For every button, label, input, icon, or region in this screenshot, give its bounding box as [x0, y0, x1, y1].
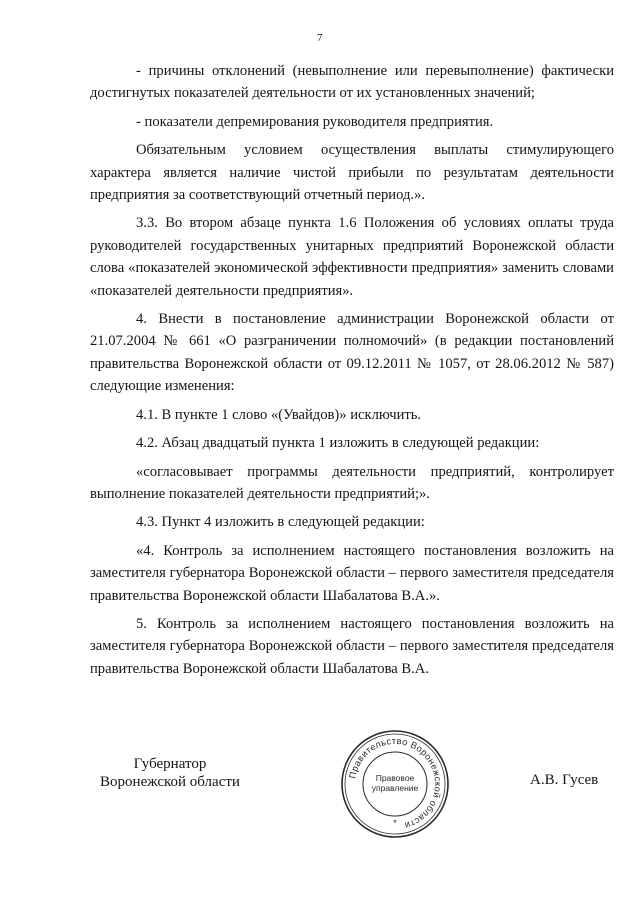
stamp-star-icon: *	[393, 818, 397, 828]
official-stamp	[339, 728, 451, 840]
paragraph: Обязательным условием осуществления выплаты стимулирующего характера является наличие чистой прибыли по результатам деятельности предприятия за соответствующий отчетный период.».	[90, 142, 614, 204]
stamp-ring-text: Правительство Воронежской области	[347, 735, 444, 831]
document-body	[90, 60, 614, 686]
paragraph: 4.3. Пункт 4 изложить в следующей редакции:	[136, 514, 425, 531]
paragraph: «согласовывает программы деятельности предприятий, контролирует выполнение показателей деятельности предприятий;».	[90, 463, 614, 502]
signatory-title	[90, 755, 250, 791]
stamp-center-line: Правовое	[375, 773, 415, 783]
paragraph: 4.2. Абзац двадцатый пункта 1 изложить в следующей редакции:	[136, 435, 540, 452]
paragraph: - причины отклонений (невыполнение или перевыполнение) фактически достигнутых показателей деятельности от их установленных значений;	[90, 63, 614, 102]
paragraph: 4.1. В пункте 1 слово «(Увайдов)» исключить.	[136, 406, 422, 423]
paragraph: «4. Контроль за исполнением настоящего постановления возложить на заместителя губернатора Воронежской области – первого заместителя председателя правительства Воронежской области Шабалатова В.А.».	[90, 542, 614, 604]
signatory-name: А.В. Гусев	[530, 772, 599, 788]
paragraph: 5. Контроль за исполнением настоящего постановления возложить на заместителя губернатора Воронежской области – первого заместителя председателя правительства Воронежской области Шабалатова В.А.	[90, 615, 614, 677]
paragraph: - показатели депремирования руководителя предприятия.	[136, 113, 494, 130]
page-number: 7	[317, 32, 323, 44]
paragraph: 3.3. Во втором абзаце пункта 1.6 Положения об условиях оплаты труда руководителей государственных унитарных предприятий Воронежской области слова «показателей экономической эффективности предприятия» заменить словами «показателей деятельности предприятия».	[90, 215, 614, 299]
paragraph: 4. Внести в постановление администрации Воронежской области от 21.07.2004 № 661 «О разграничении полномочий» (в редакции постановлений правительства Воронежской области от 09.12.2011 № 1057, от 28.06.2012 № 587) следующие изменения:	[90, 311, 614, 395]
signatory-title-line: Губернатор	[133, 756, 207, 772]
stamp-center-line: управление	[371, 783, 419, 793]
signatory-title-line: Воронежской области	[100, 774, 240, 790]
